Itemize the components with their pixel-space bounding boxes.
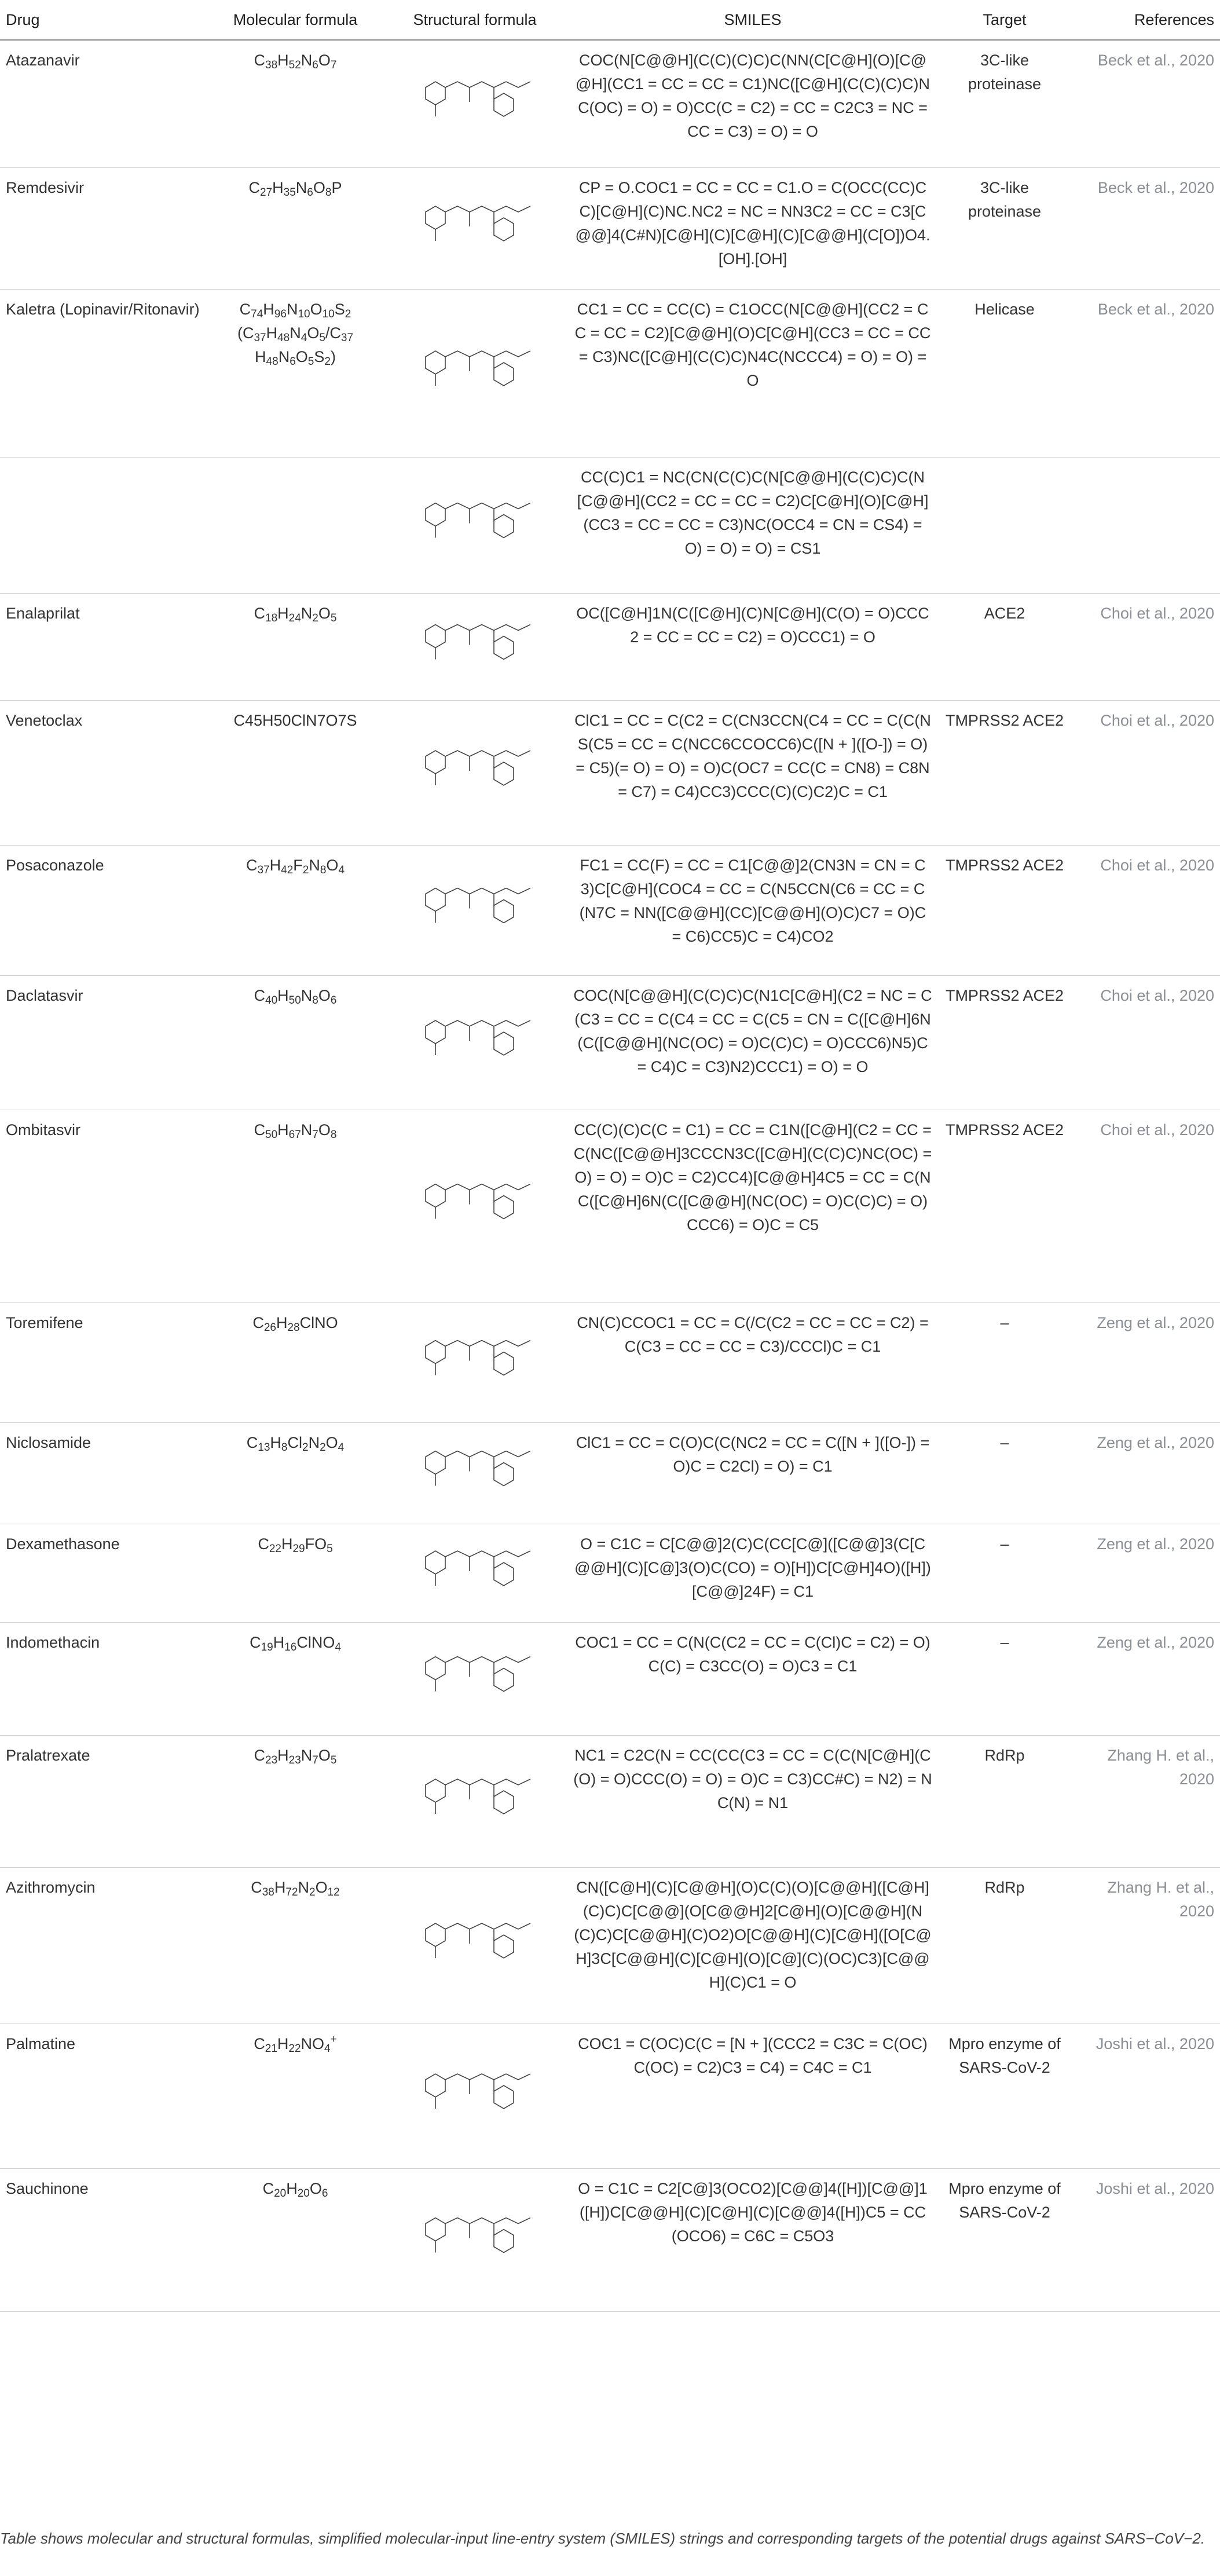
molecular-formula: $C_{40}H_{50}N_8O_6$ <box>208 975 382 1110</box>
drug-name: Daclatasvir <box>0 975 208 1110</box>
smiles-string: NC1 = C2C(N = CC(CC(C3 = CC = C(C(N[C@H](C(O) = O)CCC(O) = O) = O)C = C3)CC#C) = N2) = NC(N) = N1 <box>567 1735 938 1867</box>
molecule-structure-icon <box>402 461 547 574</box>
drug-name: Indomethacin <box>0 1622 208 1735</box>
smiles-string: CP = O.COC1 = CC = CC = C1.O = C(OCC(CC)CC)[C@H](C)NC.NC2 = NC = NN3C2 = CC = C3[C@@]4(C#N)[C@H](C)[C@H](C)[C@@H](C[O])O4.[OH].[OH] <box>567 167 938 289</box>
reference: Zeng et al., 2020 <box>1071 1524 1220 1622</box>
target: Mpro enzyme of SARS-CoV-2 <box>938 2168 1071 2311</box>
smiles-string: COC(N[C@@H](C(C)C)C(N1C[C@H](C2 = NC = C(C3 = CC = C(C4 = CC = C(C5 = CN = C([C@H]6N(C([C@@H](NC(OC) = O)C(C)C) = O)CCC6)N5)C = C4)C = C3)N2)CCC1) = O) = O <box>567 975 938 1110</box>
smiles-string: COC1 = CC = C(N(C(C2 = CC = C(Cl)C = C2) = O)C(C) = C3CC(O) = O)C3 = C1 <box>567 1622 938 1735</box>
reference: Beck et al., 2020 <box>1071 289 1220 457</box>
header-structural-formula: Structural formula <box>382 0 567 40</box>
smiles-string: CN([C@H](C)[C@@H](O)C(C)(O)[C@@H]([C@H](C)C)C[C@@](O[C@@H]2[C@H](O)[C@@H](N(C)C)C[C@@H](C)O2)O[C@@H](C)[C@H]([O[C@H]3C[C@@H](C)[C@H](O)[C@](C)(OC)C3)[C@@H](C)C1 = O <box>567 1867 938 2024</box>
drug-name: Atazanavir <box>0 40 208 167</box>
molecule-structure-icon <box>402 171 547 270</box>
structural-formula <box>382 1622 567 1735</box>
target: Mpro enzyme of SARS-CoV-2 <box>938 2024 1071 2168</box>
molecular-formula: $C_{37}H_{42}F_2N_8O_4$ <box>208 845 382 975</box>
header-molecular-formula: Molecular formula <box>208 0 382 40</box>
molecular-formula: $C_{38}H_{52}N_6O_7$ <box>208 40 382 167</box>
drug-name: Dexamethasone <box>0 1524 208 1622</box>
molecule-structure-icon <box>402 2172 547 2292</box>
table-row <box>0 167 1220 289</box>
structural-formula <box>382 457 567 593</box>
table-row <box>0 1867 1220 2024</box>
smiles-string: COC1 = C(OC)C(C = [N + ](CCC2 = C3C = C(OC)C(OC) = C2)C3 = C4) = C4C = C1 <box>567 2024 938 2168</box>
molecular-formula: $C_{21}H_{22}NO_4^+$ <box>208 2024 382 2168</box>
drug-name: Venetoclax <box>0 700 208 845</box>
drug-name: Enalaprilat <box>0 593 208 700</box>
target: TMPRSS2 ACE2 <box>938 700 1071 845</box>
molecule-structure-icon <box>402 1626 547 1716</box>
smiles-string: CN(C)CCOC1 = CC = C(/C(C2 = CC = CC = C2) = C(C3 = CC = CC = C3)/CCCl)C = C1 <box>567 1302 938 1422</box>
molecular-formula: $C_{74}H_{96}N_{10}O_{10}S_2$ ($C_{37}H_{48}N_4O_5/C_{37}$ $H_{48}N_6O_5S_2$) <box>208 289 382 457</box>
table-row <box>0 457 1220 593</box>
structural-formula <box>382 975 567 1110</box>
structural-formula <box>382 1524 567 1622</box>
header-references: References <box>1071 0 1220 40</box>
molecular-formula: $C_{26}H_{28}ClNO$ <box>208 1302 382 1422</box>
target: – <box>938 1524 1071 1622</box>
smiles-string: O = C1C = C[C@@]2(C)C(CC[C@]([C@@]3(C[C@@H](C)[C@]3(O)C(CO) = O)[H])C[C@H]4O)([H])[C@@]24F) = C1 <box>567 1524 938 1622</box>
table-row <box>0 593 1220 700</box>
table-row <box>0 1735 1220 1867</box>
molecular-formula: $C_{22}H_{29}FO_5$ <box>208 1524 382 1622</box>
target: – <box>938 1622 1071 1735</box>
drug-name: Niclosamide <box>0 1422 208 1524</box>
structural-formula <box>382 1867 567 2024</box>
drug-name <box>0 457 208 593</box>
drug-name: Palmatine <box>0 2024 208 2168</box>
molecular-formula: $C_{50}H_{67}N_7O_8$ <box>208 1110 382 1302</box>
reference: Zhang H. et al., 2020 <box>1071 1867 1220 2024</box>
target: TMPRSS2 ACE2 <box>938 845 1071 975</box>
target: ACE2 <box>938 593 1071 700</box>
drug-name: Sauchinone <box>0 2168 208 2311</box>
reference: Zeng et al., 2020 <box>1071 1422 1220 1524</box>
molecule-structure-icon <box>402 44 547 148</box>
table-row <box>0 1302 1220 1422</box>
table-row <box>0 1622 1220 1735</box>
molecule-structure-icon <box>402 2028 547 2149</box>
smiles-string: ClC1 = CC = C(C2 = C(CN3CCN(C4 = CC = C(C(NS(C5 = CC = C(NCC6CCOCC6)C([N + ]([O-]) = O) = C5)(= O) = O) = O)C(OC7 = CC(C = CN8) = C8N = C7) = C4)CC3)CCC(C)(C)C2)C = C1 <box>567 700 938 845</box>
target: RdRp <box>938 1735 1071 1867</box>
table-row <box>0 2024 1220 2168</box>
reference: Choi et al., 2020 <box>1071 593 1220 700</box>
molecular-formula: $C_{18}H_{24}N_2O_5$ <box>208 593 382 700</box>
molecule-structure-icon <box>402 1871 547 2004</box>
molecule-structure-icon <box>402 597 547 681</box>
table-header-row <box>0 0 1220 40</box>
header-target: Target <box>938 0 1071 40</box>
reference: Zeng et al., 2020 <box>1071 1302 1220 1422</box>
structural-formula <box>382 845 567 975</box>
structural-formula <box>382 167 567 289</box>
molecule-structure-icon <box>402 1426 547 1505</box>
smiles-string: COC(N[C@@H](C(C)(C)C)C(NN(C[C@H](O)[C@@H](CC1 = CC = CC = C1)NC([C@H](C(C)(C)C)NC(OC) = O) = O)CC(C = C2) = CC = C2C3 = NC = CC = C3) = O) = O <box>567 40 938 167</box>
structural-formula <box>382 1302 567 1422</box>
target: 3C-like proteinase <box>938 40 1071 167</box>
structural-formula <box>382 2168 567 2311</box>
target: – <box>938 1302 1071 1422</box>
smiles-string: O = C1C = C2[C@]3(OCO2)[C@@]4([H])[C@@]1([H])C[C@@H](C)[C@H](C)[C@@]4([H])C5 = CC(OCO6) = C6C = C5O3 <box>567 2168 938 2311</box>
reference: Joshi et al., 2020 <box>1071 2168 1220 2311</box>
molecule-structure-icon <box>402 293 547 438</box>
drug-name: Toremifene <box>0 1302 208 1422</box>
molecule-structure-icon <box>402 849 547 956</box>
molecular-formula: $C_{19}H_{16}ClNO_4$ <box>208 1622 382 1735</box>
target: TMPRSS2 ACE2 <box>938 975 1071 1110</box>
smiles-string: CC1 = CC = CC(C) = C1OCC(N[C@@H](CC2 = CC = CC = C2)[C@@H](O)C[C@H](CC3 = CC = CC = C3)NC([C@H](C(C)C)N4C(NCCC4) = O) = O) = O <box>567 289 938 457</box>
structural-formula <box>382 2024 567 2168</box>
molecular-formula: $C_{13}H_8Cl_2N_2O_4$ <box>208 1422 382 1524</box>
reference: Choi et al., 2020 <box>1071 975 1220 1110</box>
molecular-formula <box>208 457 382 593</box>
molecular-formula: $C_{27}H_{35}N_6O_8P$ <box>208 167 382 289</box>
reference: Beck et al., 2020 <box>1071 40 1220 167</box>
molecular-formula: $C_{38}H_{72}N_2O_{12}$ <box>208 1867 382 2024</box>
reference <box>1071 457 1220 593</box>
structural-formula <box>382 1110 567 1302</box>
smiles-string: CC(C)(C)C(C = C1) = CC = C1N([C@H](C2 = CC = C(NC([C@@H]3CCCN3C([C@H](C(C)C)NC(OC) = O) = O) = O)C = C2)CC4)[C@@H]4C5 = CC = C(NC([C@H]6N(C([C@@H](NC(OC) = O)C(C)C) = O)CCC6) = O)C = C5 <box>567 1110 938 1302</box>
smiles-string: FC1 = CC(F) = CC = C1[C@@]2(CN3N = CN = C3)C[C@H](COC4 = CC = C(N5CCN(C6 = CC = C(N7C = NN([C@@H](CC)[C@@H](O)C)C7 = O)C = C6)CC5)C = C4)CO2 <box>567 845 938 975</box>
molecule-structure-icon <box>402 1307 547 1403</box>
target: – <box>938 1422 1071 1524</box>
drug-name: Kaletra (Lopinavir/Ritonavir) <box>0 289 208 457</box>
reference: Choi et al., 2020 <box>1071 845 1220 975</box>
structural-formula <box>382 1422 567 1524</box>
molecular-formula: C45H50ClN7O7S <box>208 700 382 845</box>
table-row <box>0 1422 1220 1524</box>
table-row <box>0 289 1220 457</box>
molecular-formula: $C_{23}H_{23}N_7O_5$ <box>208 1735 382 1867</box>
reference: Choi et al., 2020 <box>1071 700 1220 845</box>
target: Helicase <box>938 289 1071 457</box>
molecular-formula: $C_{20}H_{20}O_6$ <box>208 2168 382 2311</box>
target: TMPRSS2 ACE2 <box>938 1110 1071 1302</box>
drug-name: Azithromycin <box>0 1867 208 2024</box>
reference: Beck et al., 2020 <box>1071 167 1220 289</box>
table-row <box>0 845 1220 975</box>
structural-formula <box>382 700 567 845</box>
table-row <box>0 700 1220 845</box>
smiles-string: CC(C)C1 = NC(CN(C(C)C(N[C@@H](C(C)C)C(N[C@@H](CC2 = CC = CC = C2)C[C@H](O)[C@H](CC3 = CC = CC = C3)NC(OCC4 = CN = CS4) = O) = O) = O) = CS1 <box>567 457 938 593</box>
target <box>938 457 1071 593</box>
molecule-structure-icon <box>402 1528 547 1603</box>
reference: Joshi et al., 2020 <box>1071 2024 1220 2168</box>
table-row <box>0 975 1220 1110</box>
reference: Zhang H. et al., 2020 <box>1071 1735 1220 1867</box>
structural-formula <box>382 1735 567 1867</box>
reference: Zeng et al., 2020 <box>1071 1622 1220 1735</box>
table-row <box>0 1524 1220 1622</box>
drug-name: Ombitasvir <box>0 1110 208 1302</box>
smiles-string: OC([C@H]1N(C([C@H](C)N[C@H](C(O) = O)CCC2 = CC = CC = C2) = O)CCC1) = O <box>567 593 938 700</box>
target: RdRp <box>938 1867 1071 2024</box>
structural-formula <box>382 593 567 700</box>
drug-name: Remdesivir <box>0 167 208 289</box>
target: 3C-like proteinase <box>938 167 1071 289</box>
drug-name: Pralatrexate <box>0 1735 208 1867</box>
reference: Choi et al., 2020 <box>1071 1110 1220 1302</box>
table-row <box>0 2168 1220 2311</box>
molecule-structure-icon <box>402 979 547 1091</box>
drug-name: Posaconazole <box>0 845 208 975</box>
table-row <box>0 1110 1220 1302</box>
molecule-structure-icon <box>402 1739 547 1848</box>
header-smiles: SMILES <box>567 0 938 40</box>
table-body <box>0 40 1220 2311</box>
table-row <box>0 40 1220 167</box>
table-caption: Table shows molecular and structural formulas, simplified molecular-input line-entry system (SMILES) strings and corresponding targets of the potential drugs against SARS−CoV−2. <box>0 2530 1206 2547</box>
molecule-structure-icon <box>402 704 547 826</box>
header-drug: Drug <box>0 0 208 40</box>
smiles-string: ClC1 = CC = C(O)C(C(NC2 = CC = C([N + ]([O-]) = O)C = C2Cl) = O) = C1 <box>567 1422 938 1524</box>
structural-formula <box>382 40 567 167</box>
structural-formula <box>382 289 567 457</box>
molecule-structure-icon <box>402 1114 547 1283</box>
